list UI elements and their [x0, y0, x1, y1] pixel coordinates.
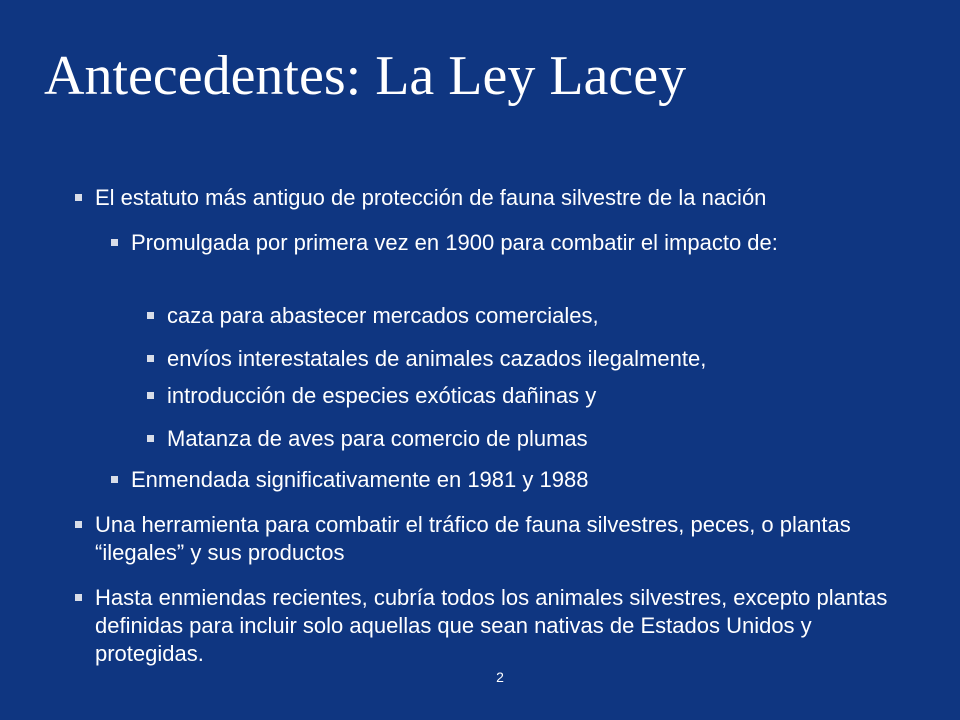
square-bullet-icon	[147, 435, 154, 442]
bullet-text: El estatuto más antiguo de protección de fauna silvestre de la nación	[95, 185, 767, 210]
bullet-text: Enmendada significativamente en 1981 y 1988	[131, 467, 589, 492]
bullet-level-3	[167, 345, 887, 373]
bullet-text: Hasta enmiendas recientes, cubría todos los animales silvestres, excepto plantas definidas para incluir solo aquellas que sean nativas de Estados Unidos y protegidas.	[95, 585, 888, 666]
square-bullet-icon	[111, 476, 118, 483]
bullet-text: envíos interestatales de animales cazados ilegalmente,	[167, 346, 707, 371]
bullet-level-3	[167, 302, 887, 330]
bullet-level-3	[167, 425, 887, 453]
square-bullet-icon	[147, 312, 154, 319]
bullet-text: Matanza de aves para comercio de plumas	[167, 426, 588, 451]
slide-title: Antecedentes: La Ley Lacey	[44, 45, 687, 107]
bullet-text: Promulgada por primera vez en 1900 para combatir el impacto de:	[131, 230, 778, 255]
square-bullet-icon	[147, 392, 154, 399]
square-bullet-icon	[75, 521, 82, 528]
bullet-text: Una herramienta para combatir el tráfico de fauna silvestres, peces, o plantas “ilegales” y sus productos	[95, 512, 851, 565]
bullet-text: caza para abastecer mercados comerciales,	[167, 303, 599, 328]
bullet-level-2	[131, 229, 891, 257]
bullet-level-3	[167, 382, 887, 410]
bullet-level-2	[131, 466, 891, 494]
bullet-level-1	[95, 584, 925, 668]
square-bullet-icon	[75, 194, 82, 201]
page-number: 2	[496, 669, 504, 685]
square-bullet-icon	[147, 355, 154, 362]
square-bullet-icon	[75, 594, 82, 601]
bullet-text: introducción de especies exóticas dañinas y	[167, 383, 597, 408]
square-bullet-icon	[111, 239, 118, 246]
bullet-level-1	[95, 184, 925, 212]
bullet-level-1	[95, 511, 925, 567]
